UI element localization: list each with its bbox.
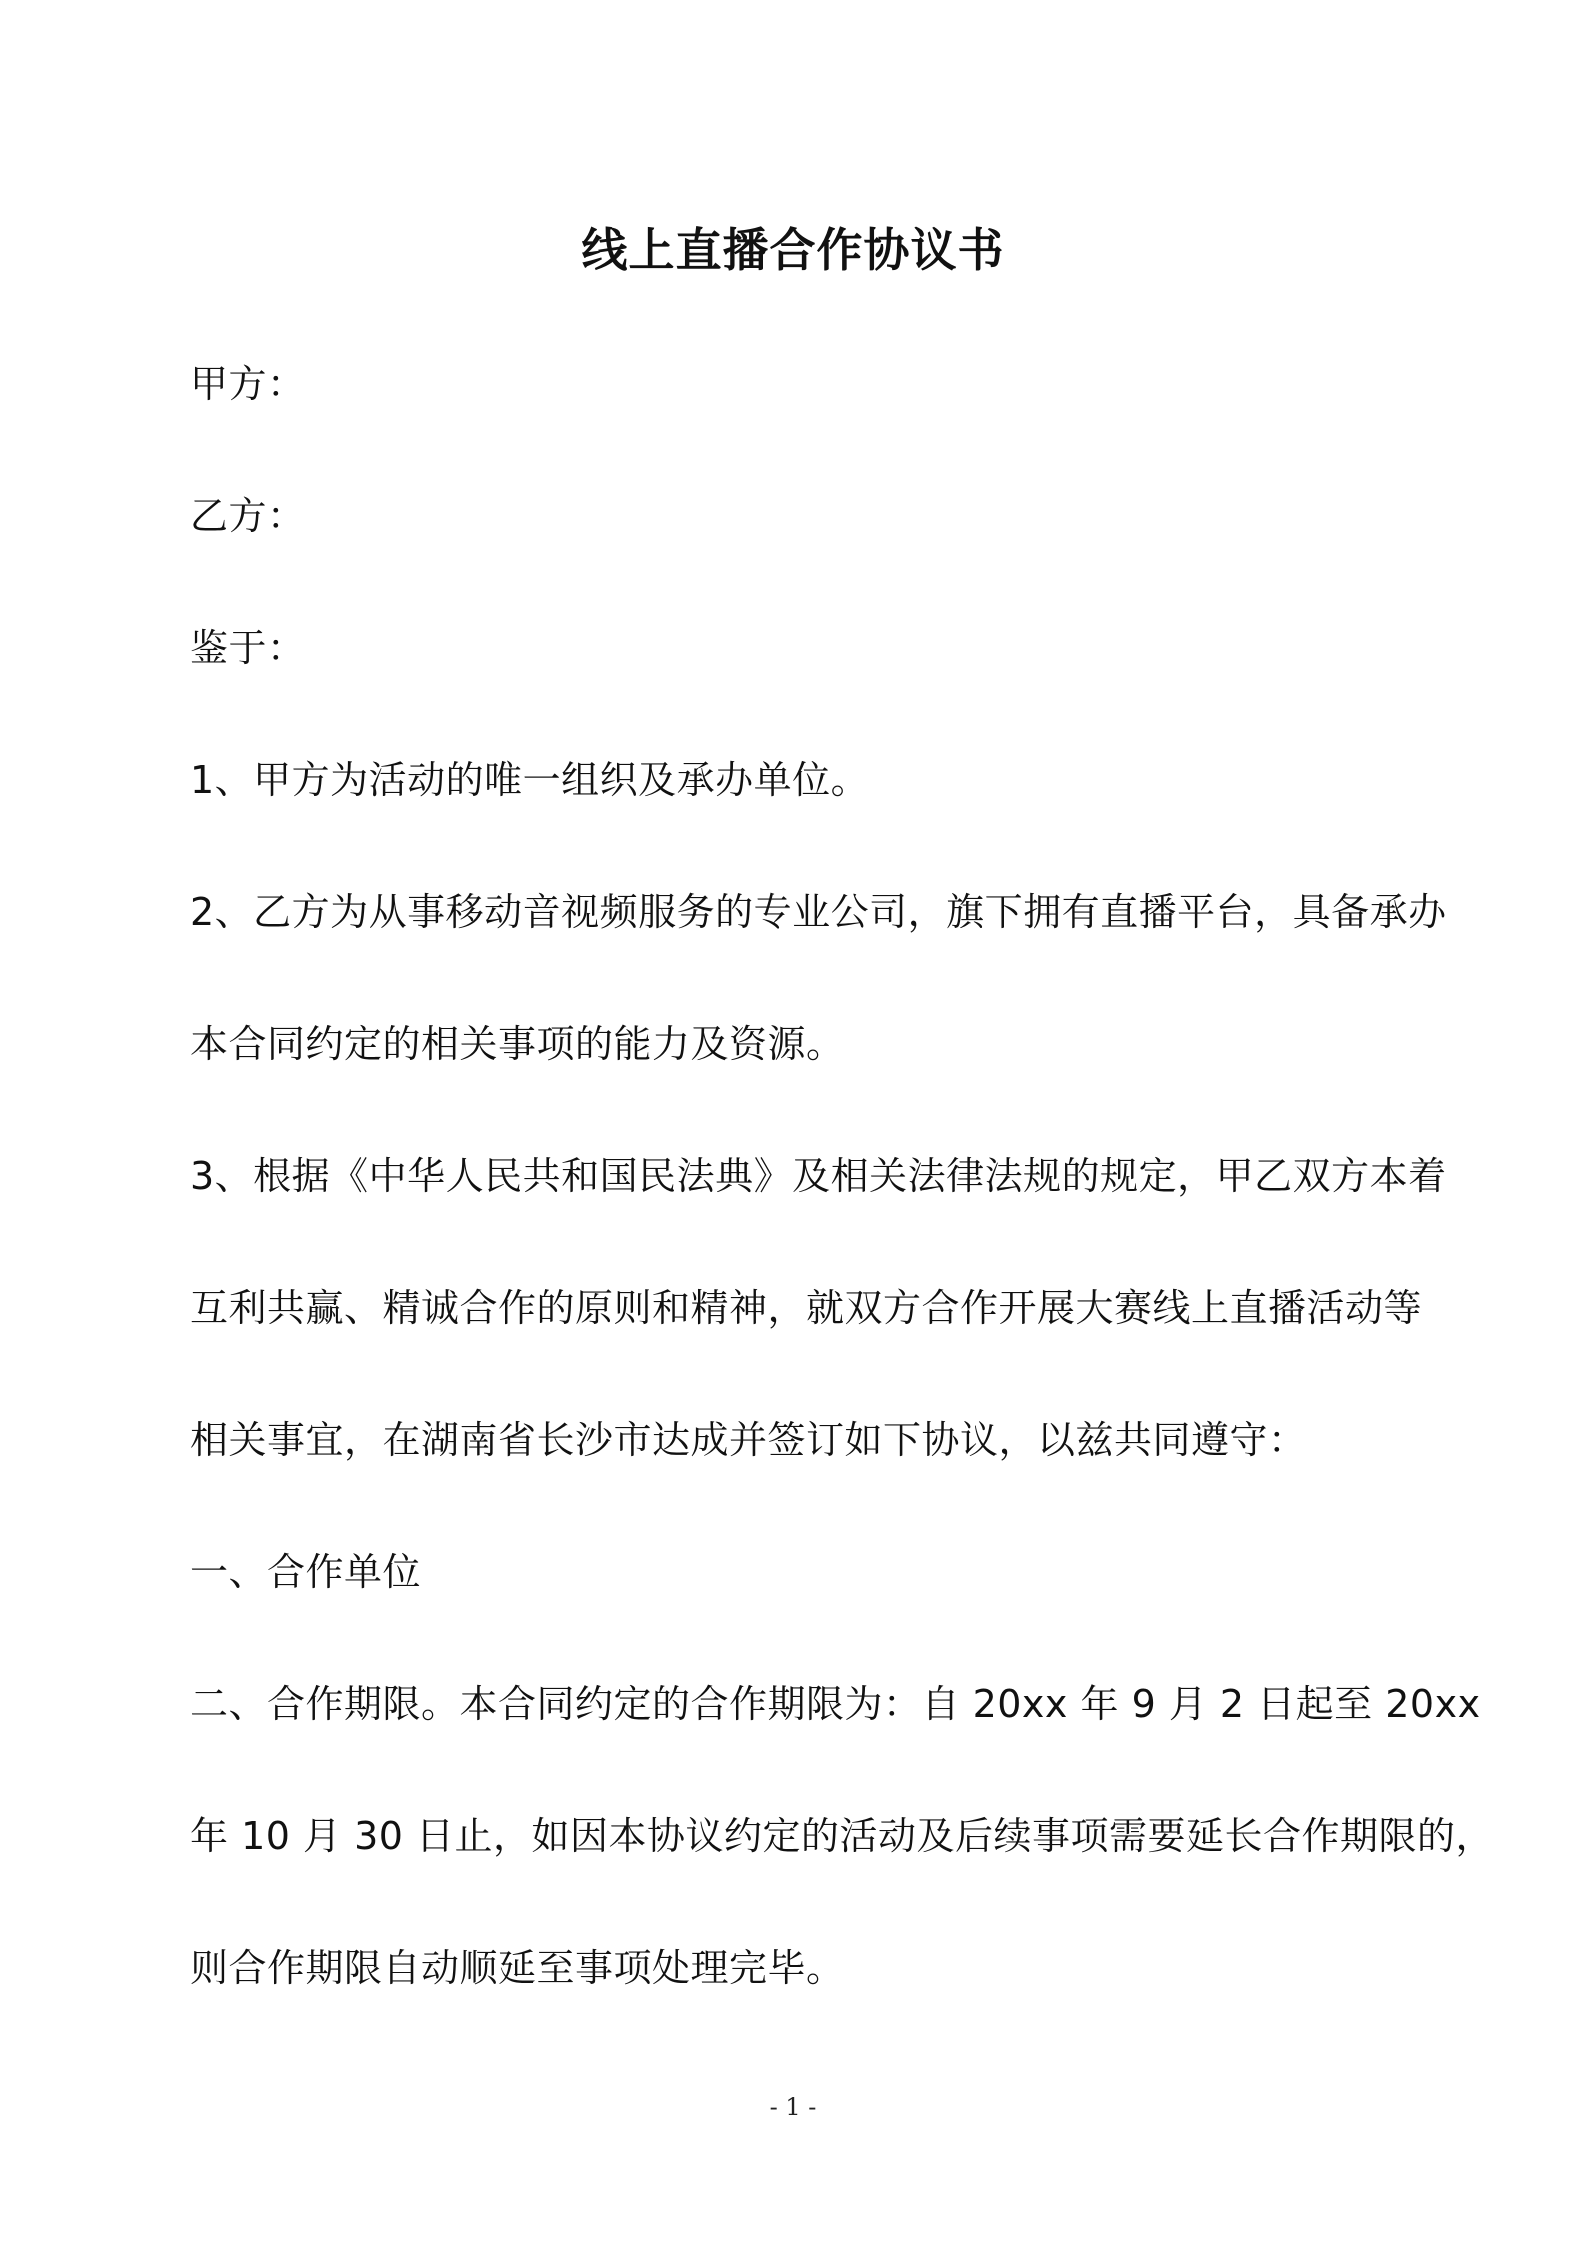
clause-2-line-2: 本合同约定的相关事项的能力及资源。 <box>190 1022 845 1066</box>
section-2-line-3: 则合作期限自动顺延至事项处理完毕。 <box>190 1946 845 1990</box>
party-a-label: 甲方： <box>190 362 306 406</box>
section-1-heading: 一、合作单位 <box>190 1550 422 1594</box>
clause-3-line-3: 相关事宜，在湖南省长沙市达成并签订如下协议，以兹共同遵守： <box>190 1418 1307 1462</box>
document-title: 线上直播合作协议书 <box>581 223 1005 277</box>
clause-3-line-1: 3、根据《中华人民共和国民法典》及相关法律法规的规定，甲乙双方本着 <box>190 1154 1447 1198</box>
section-2-line-1: 二、合作期限。本合同约定的合作期限为：自 20xx 年 9 月 2 日起至 20xx <box>190 1682 1481 1726</box>
whereas-label: 鉴于： <box>190 626 306 670</box>
clause-2-line-1: 2、乙方为从事移动音视频服务的专业公司，旗下拥有直播平台，具备承办 <box>190 890 1447 934</box>
clause-3-line-2: 互利共赢、精诚合作的原则和精神，就双方合作开展大赛线上直播活动等 <box>190 1286 1423 1330</box>
section-2-line-2: 年 10 月 30 日止，如因本协议约定的活动及后续事项需要延长合作期限的， <box>190 1814 1495 1858</box>
party-b-label: 乙方： <box>190 494 306 538</box>
clause-1: 1、甲方为活动的唯一组织及承办单位。 <box>190 758 870 802</box>
page-number: - 1 - <box>769 2093 817 2121</box>
